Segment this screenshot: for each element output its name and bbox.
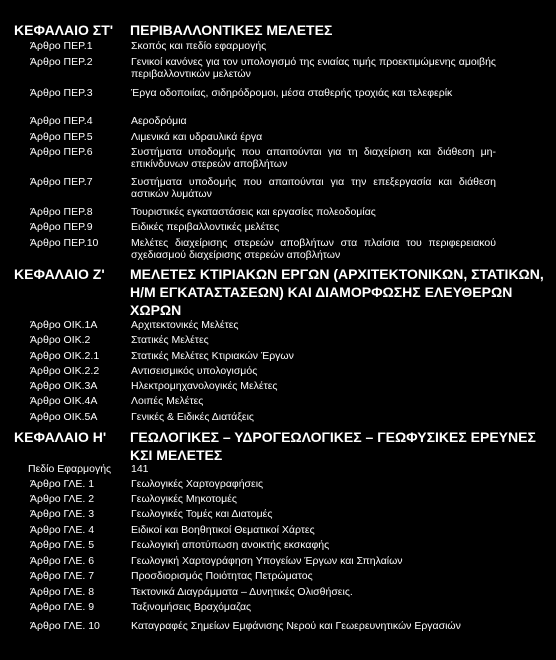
article-title: Σκοπός και πεδίο εφαρμογής [131,40,267,52]
article-title: Καταγραφές Σημείων Εμφάνισης Νερού και Γεωερευνητικών Εργασιών [131,620,461,632]
article-title: Ταξινομήσεις Βραχόμαζας [131,601,252,613]
article-title: Αρχιτεκτονικές Μελέτες [131,319,239,331]
article-title: Γεωλογική αποτύπωση ανοικτής εκσκαφής [131,539,330,551]
article-title: Συστήματα υποδομής που απαιτούνται για τη διαχείριση και διάθεση μη-επικίνδυνων στερεών αποβλήτων [131,146,496,170]
article-title: Γεωλογική Χαρτογράφηση Υπογείων Έργων και Σπηλαίων [131,555,403,567]
article-title: Λοιπές Μελέτες [131,395,204,407]
article-label: Άρθρο ΟΙΚ.4Α [30,395,98,407]
article-title: Συστήματα υποδομής που απαιτούνται για την επεξεργασία και διάθεση αστικών λυμάτων [131,176,496,200]
article-label: Άρθρο ΠΕΡ.8 [30,206,93,218]
article-label: Άρθρο ΠΕΡ.9 [30,221,93,233]
article-title: Ηλεκτρομηχανολογικές Μελέτες [131,380,278,392]
article-title: Ειδικοί και Βοηθητικοί Θεματικοί Χάρτες [131,524,315,536]
article-title: Γεωλογικές Χαρτογραφήσεις [131,478,264,490]
article-title: Λιμενικά και υδραυλικά έργα [131,131,263,143]
article-label: Άρθρο ΓΛΕ. 2 [30,493,95,505]
article-label: Άρθρο ΠΕΡ.10 [30,237,99,249]
article-title: Τεκτονικά Διαγράμματα – Δυνητικές Ολισθήσεις. [131,586,353,598]
article-label: Άρθρο ΟΙΚ.3Α [30,380,98,392]
article-label: Άρθρο ΟΙΚ.2.2 [30,365,100,377]
article-label: Άρθρο ΠΕΡ.5 [30,131,93,143]
article-label: Άρθρο ΠΕΡ.2 [30,56,93,68]
article-title: Γενικοί κανόνες για τον υπολογισμό της ενιαίας τιμής προεκτιμώμενης αμοιβής περιβαλλοντικών μελετών [131,56,496,80]
chapter-title: ΜΕΛΕΤΕΣ ΚΤΙΡΙΑΚΩΝ ΕΡΓΩΝ (ΑΡΧΙΤΕΚΤΟΝΙΚΩΝ, ΣΤΑΤΙΚΩΝ, Η/Μ ΕΓΚΑΤΑΣΤΑΣΕΩΝ) ΚΑΙ ΔΙΑΜΟΡΦΩΣΗΣ ΕΛΕΥΘΕΡΩΝ ΧΩΡΩΝ [130,266,544,318]
article-label: Άρθρο ΓΛΕ. 5 [30,539,95,551]
article-label: Άρθρο ΠΕΡ.6 [30,146,93,158]
article-title: Τουριστικές εγκαταστάσεις και εργασίες πολεοδομίας [131,206,376,218]
article-label: Άρθρο ΓΛΕ. 8 [30,586,95,598]
article-title: Αεροδρόμια [131,115,187,127]
chapter-label: ΚΕΦΑΛΑΙΟ Η' [14,429,107,445]
article-label: Άρθρο ΠΕΡ.1 [30,40,93,52]
article-label: Άρθρο ΟΙΚ.1Α [30,319,98,331]
article-label: Άρθρο ΓΛΕ. 10 [30,620,100,632]
article-title: Γεωλογικές Μηκοτομές [131,493,237,505]
article-label: Άρθρο ΟΙΚ.2 [30,334,91,346]
article-label: Άρθρο ΓΛΕ. 7 [30,570,95,582]
article-label: Άρθρο ΓΛΕ. 9 [30,601,95,613]
article-title: Γεωλογικές Τομές και Διατομές [131,508,273,520]
article-label: Άρθρο ΠΕΡ.7 [30,176,93,188]
article-label: Άρθρο ΟΙΚ.2.1 [30,350,100,362]
article-title: Αντισεισμικός υπολογισμός [131,365,258,377]
article-title: Ειδικές περιβαλλοντικές μελέτες [131,221,280,233]
article-label: Άρθρο ΓΛΕ. 6 [30,555,95,567]
article-title: Γενικές & Ειδικές Διατάξεις [131,411,254,423]
article-title: Στατικές Μελέτες [131,334,209,346]
article-label: Άρθρο ΓΛΕ. 3 [30,508,95,520]
chapter-title: ΓΕΩΛΟΓΙΚΕΣ – ΥΔΡΟΓΕΩΛΟΓΙΚΕΣ – ΓΕΩΦΥΣΙΚΕΣ ΕΡΕΥΝΕΣ ΚΣΙ ΜΕΛΕΤΕΣ [130,429,536,463]
article-label: Άρθρο ΠΕΡ.4 [30,115,93,127]
article-title: Προσδιορισμός Ποιότητας Πετρώματος [131,570,313,582]
chapter-label: ΚΕΦΑΛΑΙΟ ΣΤ' [14,22,114,38]
article-title: Έργα οδοποιίας, σιδηρόδρομοι, μέσα σταθερής τροχιάς και τελεφερίκ [131,87,453,99]
article-label: Άρθρο ΠΕΡ.3 [30,87,93,99]
chapter-label: ΚΕΦΑΛΑΙΟ Ζ' [14,266,105,282]
article-label: Άρθρο ΓΛΕ. 4 [30,524,95,536]
article-title: 141 [131,463,149,475]
article-title: Στατικές Μελέτες Κτιριακών Έργων [131,350,294,362]
article-label: Άρθρο ΓΛΕ. 1 [30,478,95,490]
article-label: Άρθρο ΟΙΚ.5Α [30,411,98,423]
article-title: Μελέτες διαχείρισης στερεών αποβλήτων στα πλαίσια του περιφερειακού σχεδιασμού διαχείρισης στερεών αποβλήτων [131,237,496,261]
chapter-title: ΠΕΡΙΒΑΛΛΟΝΤΙΚΕΣ ΜΕΛΕΤΕΣ [130,22,333,38]
article-label: Πεδίο Εφαρμογής [28,463,112,475]
